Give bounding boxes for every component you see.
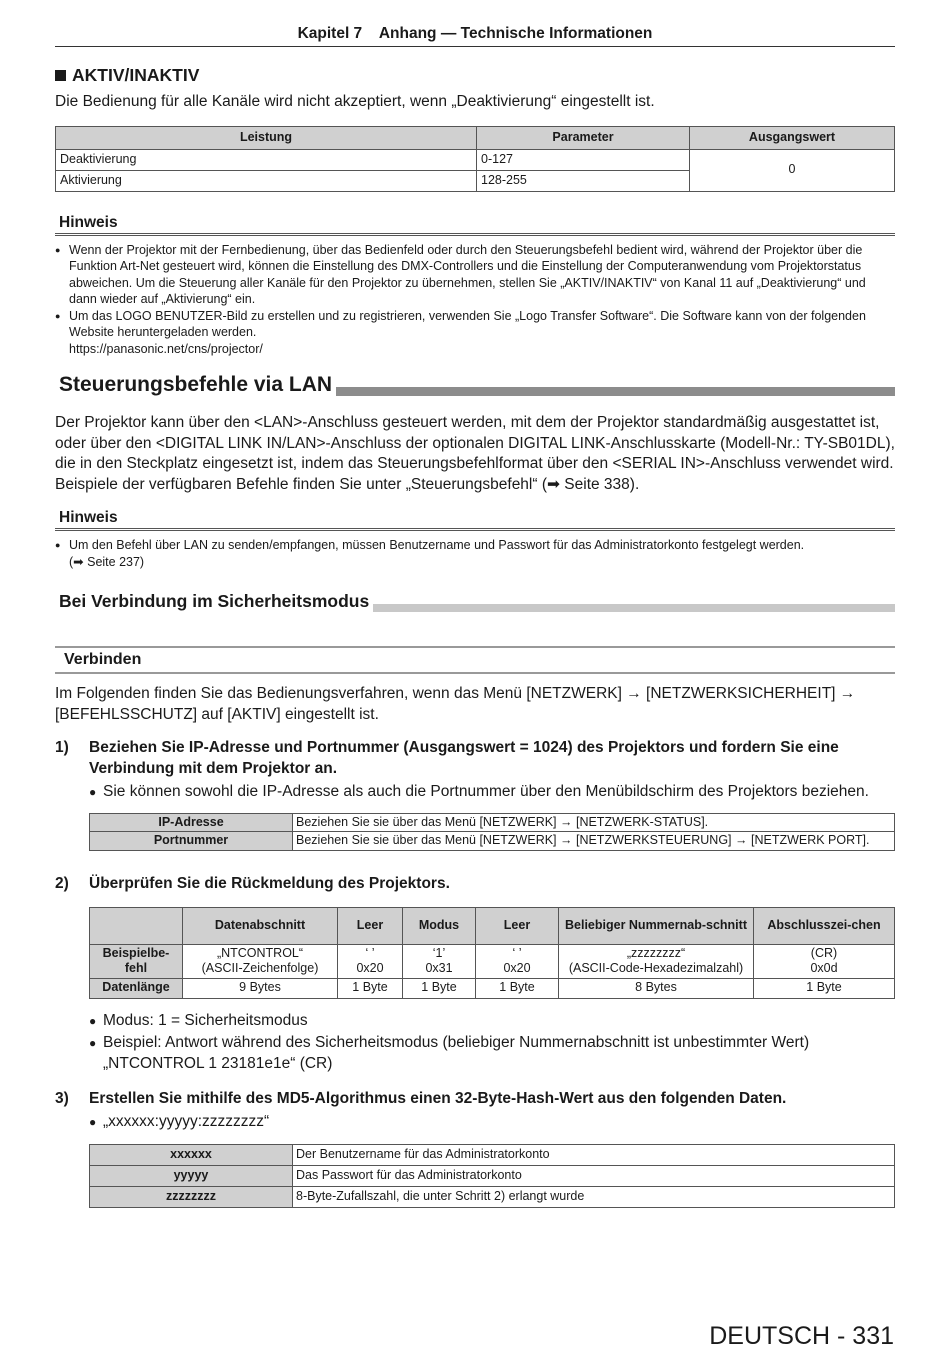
table-cell: Beziehen Sie sie über das Menü [NETZWERK] → [NETZWERK-STATUS]. [293,813,895,832]
table-cell [476,944,559,978]
ip-port-table [89,813,895,851]
bullet-item [55,1112,895,1133]
secure-title: Bei Verbindung im Sicherheitsmodus [55,590,373,612]
hinweis-heading: Hinweis [55,509,895,531]
col-header: Datenabschnitt [183,907,338,944]
col-header: Abschlusszei-chen [754,907,895,944]
bullet-item [55,1033,895,1054]
cell-line: (ASCII-Code-Hexadezimalzahl) [568,961,744,975]
col-header: Modus [403,907,476,944]
table-cell: 128-255 [477,170,690,191]
example-response: „NTCONTROL 1 23181e1e“ (CR) [103,1054,333,1072]
row-label: Beispielbe-fehl [90,944,183,978]
note-item: ● Wenn der Projektor mit der Fernbedienung, über das Bedienfeld oder durch den Steuerungsbefehl bedient wird, während der Projektor über die Funktion Art-Net gesteuert wird, können die Einstellung des DMX-Controllers und die Einstellung der Computeranwendung vom Projektorstatus abweichen. Um die Steuerung aller Kanäle für den Projektor zu übernehmen, stellen Sie „AKTIV/INAKTIV“ von Kanal 11 auf „Deaktivierung“ und dann wieder auf „Aktivierung“ ein. [55,242,895,308]
col-header: Ausgangswert [690,126,895,149]
col-header: Parameter [477,126,690,149]
step-number: 2) [55,874,69,892]
table-cell: 1 Byte [338,978,403,998]
lan-notes [55,537,895,570]
row-label: IP-Adresse [90,813,293,832]
table-cell: 1 Byte [476,978,559,998]
chapter-header: Kapitel 7 Anhang — Technische Informationen [55,0,895,47]
step-text: Erstellen Sie mithilfe des MD5-Algorithmus einen 32-Byte-Hash-Wert aus den folgenden Daten. [89,1090,787,1107]
table-cell [754,944,895,978]
col-header: Leistung [56,126,477,149]
cell-line: 0x31 [425,961,453,975]
step-text: Beziehen Sie IP-Adresse und Portnummer (Ausgangswert = 1024) des Projektors und fordern Sie eine Verbindung mit dem Projektor an. [89,739,839,777]
row-label: Datenlänge [90,978,183,998]
table-cell: Das Passwort für das Administratorkonto [293,1165,895,1186]
table-cell: Aktivierung [56,170,477,191]
table-cell: 1 Byte [754,978,895,998]
aktiv-intro: Die Bedienung für alle Kanäle wird nicht akzeptiert, wenn „Deaktivierung“ eingestellt ist. [55,93,655,110]
cell-line: ‘ ’ [512,945,522,960]
row-label: Portnummer [90,832,293,851]
table-cell: 9 Bytes [183,978,338,998]
bullet-text: Beispiel: Antwort während des Sicherheitsmodus (beliebiger Nummernabschnitt ist unbestimmter Wert) [103,1034,810,1051]
page-footer: DEUTSCH - 331 [709,1322,894,1350]
step-number: 3) [55,1090,69,1107]
bullet-icon: ● [89,1036,97,1050]
aktiv-table [55,126,895,192]
bullet-text: Modus: 1 = Sicherheitsmodus [103,1011,308,1029]
cell-line: 0x20 [356,961,384,975]
subsection-title [55,588,895,612]
cell-line: „zzzzzzzz“ [626,945,686,960]
bullet-text: „xxxxxx:yyyyy:zzzzzzzz“ [103,1113,270,1130]
step-number: 1) [55,739,69,756]
cell-line: 0x0d [810,961,838,975]
table-cell [403,944,476,978]
cell-line: (CR) [810,945,838,960]
table-cell [338,944,403,978]
table-cell: 8-Byte-Zufallszahl, die unter Schritt 2) erlangt wurde [293,1186,895,1207]
table-cell: Beziehen Sie sie über das Menü [NETZWERK] → [NETZWERKSTEUERUNG] → [NETZWERK PORT]. [293,832,895,851]
secure-intro: Im Folgenden finden Sie das Bedienungsverfahren, wenn das Menü [NETZWERK] → [NETZWERKSICHERHEIT] → [BEFEHLSSCHUTZ] auf [AKTIV] eingestellt ist. [55,685,856,723]
step-2 [55,873,895,894]
step1-table-wrap [55,813,895,851]
bullet-icon: ● [89,1115,97,1129]
table-cell: 8 Bytes [559,978,754,998]
square-bullet-icon [55,70,66,81]
cell-line: ‘ ’ [365,945,375,960]
cell-line: (ASCII-Zeichenfolge) [201,961,319,975]
table-cell: Der Benutzername für das Administratorkonto [293,1144,895,1165]
corner-cell [90,907,183,944]
table-cell: 0-127 [477,149,690,170]
page-ref[interactable]: (➡ Seite 237) [69,554,145,569]
col-header: Leer [476,907,559,944]
aktiv-notes [55,242,895,358]
note-item [55,537,895,570]
bullet-icon: ● [89,785,97,799]
row-label: xxxxxx [90,1144,293,1165]
cell-line: „NTCONTROL“ [216,945,304,960]
section-title-lan [55,369,895,399]
hinweis-heading: Hinweis [55,214,895,236]
bullet-text: Sie können sowohl die IP-Adresse als auch die Portnummer über den Menübildschirm des Projektors beziehen. [103,783,869,800]
row-label: yyyyy [90,1165,293,1186]
step2-table-wrap [55,907,895,999]
row-label: zzzzzzzz [90,1186,293,1207]
table-cell: Deaktivierung [56,149,477,170]
table-cell [559,944,754,978]
hash-data-table [89,1144,895,1208]
aktiv-title: AKTIV/INAKTIV [72,65,200,85]
step-1 [55,737,895,779]
note-item [55,308,895,358]
bullet-item [55,1011,895,1032]
url-link[interactable]: https://panasonic.net/cns/projector/ [69,341,263,356]
page [55,0,895,1208]
lan-reference: Beispiele der verfügbaren Befehle finden Sie unter „Steuerungsbefehl“ (➡ Seite 338). [55,475,640,493]
aktiv-heading [55,65,895,86]
step-3 [55,1088,895,1109]
note-text: Um das LOGO BENUTZER-Bild zu erstellen und zu registrieren, verwenden Sie „Logo Transfer Software“. Die Software kann von der folgenden Website heruntergeladen werden. [69,308,866,339]
col-header: Beliebiger Nummernab-schnitt [559,907,754,944]
table-cell: 1 Byte [403,978,476,998]
cell-line: ‘1’ [432,945,446,960]
step3-table-wrap [55,1144,895,1208]
table-cell [183,944,338,978]
verbinden-heading: Verbinden [55,646,895,674]
lan-title: Steuerungsbefehle via LAN [55,373,336,397]
note-text: Um den Befehl über LAN zu senden/empfangen, müssen Benutzername und Passwort für das Administratorkonto festgelegt werden. [69,538,805,552]
col-header: Leer [338,907,403,944]
lan-paragraph: Der Projektor kann über den <LAN>-Anschluss gesteuert werden, mit dem der Projektor standardmäßig ausgestattet ist, oder über den <DIGITAL LINK IN/LAN>-Anschluss der optionalen DIGITAL LINK-Anschlusskarte (Modell-Nr.: TY-SB01DL), die in den Steckplatz eingesetzt ist, indem das Steuerungsbefehlformat über den <SERIAL IN>-Anschluss verwendet wird. [55,414,895,472]
cell-line: 0x20 [503,961,531,975]
default-value: 0 [690,149,895,191]
bullet-item [55,782,895,803]
step-text: Überprüfen Sie die Rückmeldung des Projektors. [89,874,450,892]
response-table [89,907,895,999]
bullet-icon: ● [89,1013,97,1028]
